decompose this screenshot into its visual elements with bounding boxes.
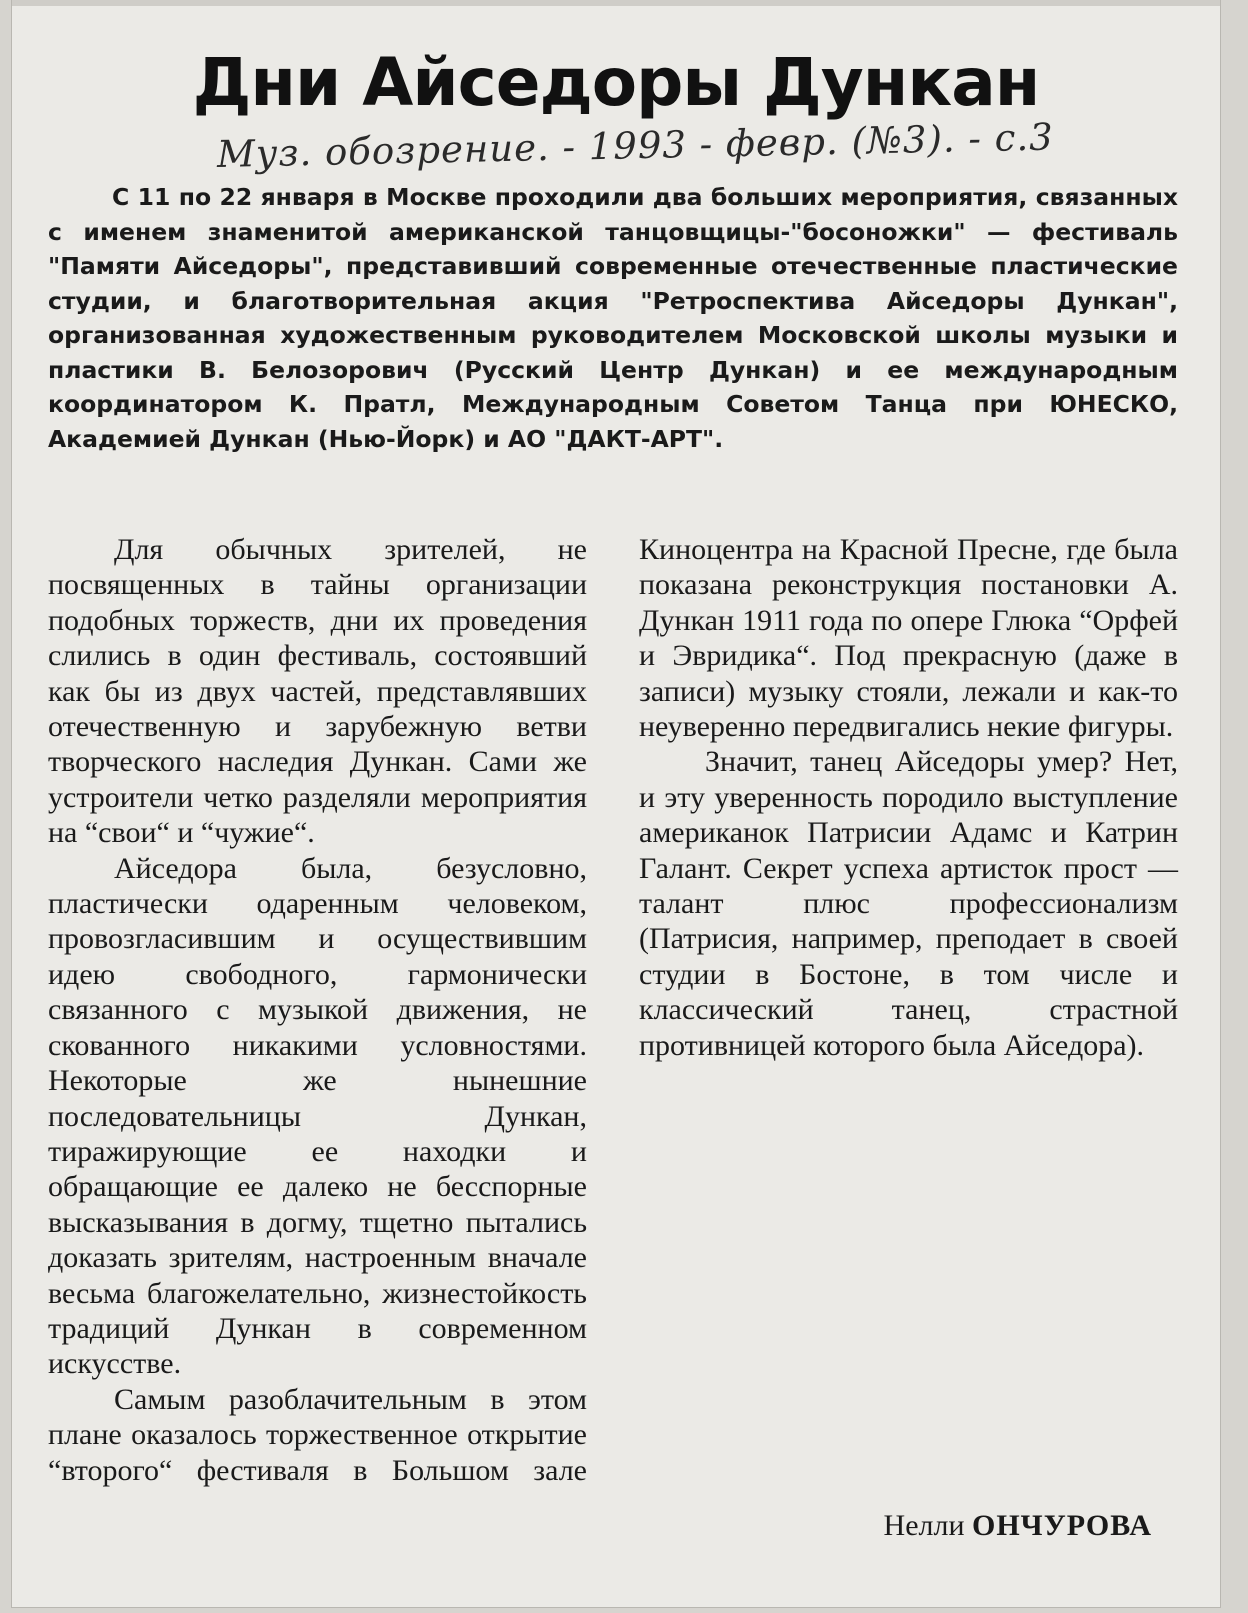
author-first-name: Нелли xyxy=(883,1509,965,1542)
body-paragraph: Самым разоблачительным в этом плане оказалось торжественное открытие “второго“ фестиваля в Большом зале Киноцентра на Красной Пресне, где была показана реконструкция постановки А. Дункан 1911 года по опере Глюка “Орфей и Эвридика“. Под прекрасную (даже в записи) музыку стояли, лежали и как-то неуверенно передвигались некие фигуры. xyxy=(48,533,1178,1487)
body-paragraph: Значит, танец Айседоры умер? Нет, и эту уверенность породило выступление американок Патрисии Адамс и Катрин Галант. Секрет успеха артисток прост — талант плюс профессионализм (Патрисия, например, преподает в своей студии в Бостоне, в том числе и классический танец, страстной противницей которого была Айседора). xyxy=(639,745,1178,1062)
article-body xyxy=(48,532,1178,1492)
article-headline: Дни Айседоры Дункан xyxy=(192,44,1040,121)
article-author xyxy=(884,1508,1152,1543)
newspaper-clipping xyxy=(12,0,1220,1607)
body-paragraph: Для обычных зрителей, не посвященных в тайны организации подобных торжеств, дни их проведения слились в один фестиваль, состоявший как бы из двух частей, представлявших отечественную и зарубежную ветви творческого наследия Дункан. Сами же устроители четко разделяли мероприятия на “свои“ и “чужие“. xyxy=(48,533,587,850)
article-lead: С 11 по 22 января в Москве проходили два больших мероприятия, связанных с именем знаменитой американской танцовщицы-"босоножки" — фестиваль "Памяти Айседоры", представивший современные отечественные пластические студии, и благотворительная акция "Ретроспектива Айседоры Дункан", организованная художественным руководителем Московской школы музыки и пластики В. Белозорович (Русский Центр Дункан) и ее международным координатором К. Пратл, Международным Советом Танца при ЮНЕСКО, Академией Дункан (Нью-Йорк) и АО "ДАКТ-АРТ". xyxy=(48,183,1178,453)
author-surname: ОНЧУРОВА xyxy=(972,1509,1152,1542)
clipping-top-edge xyxy=(12,0,1220,6)
body-paragraph: Айседора была, безусловно, пластически одаренным человеком, провозгласившим и осуществившим идею свободного, гармонически связанного с музыкой движения, не скованного никакими условностями. Некоторые же нынешние последовательницы Дункан, тиражирующие ее находки и обращающие ее далеко не бесспорные высказывания в догму, тщетно пытались доказать зрителям, настроенным вначале весьма благожелательно, жизнестойкость традиций Дункан в современном искусстве. xyxy=(48,851,587,1381)
handwritten-source-note: Муз. обозрение. - 1993 - февр. (№3). - с.3 xyxy=(216,115,1055,176)
